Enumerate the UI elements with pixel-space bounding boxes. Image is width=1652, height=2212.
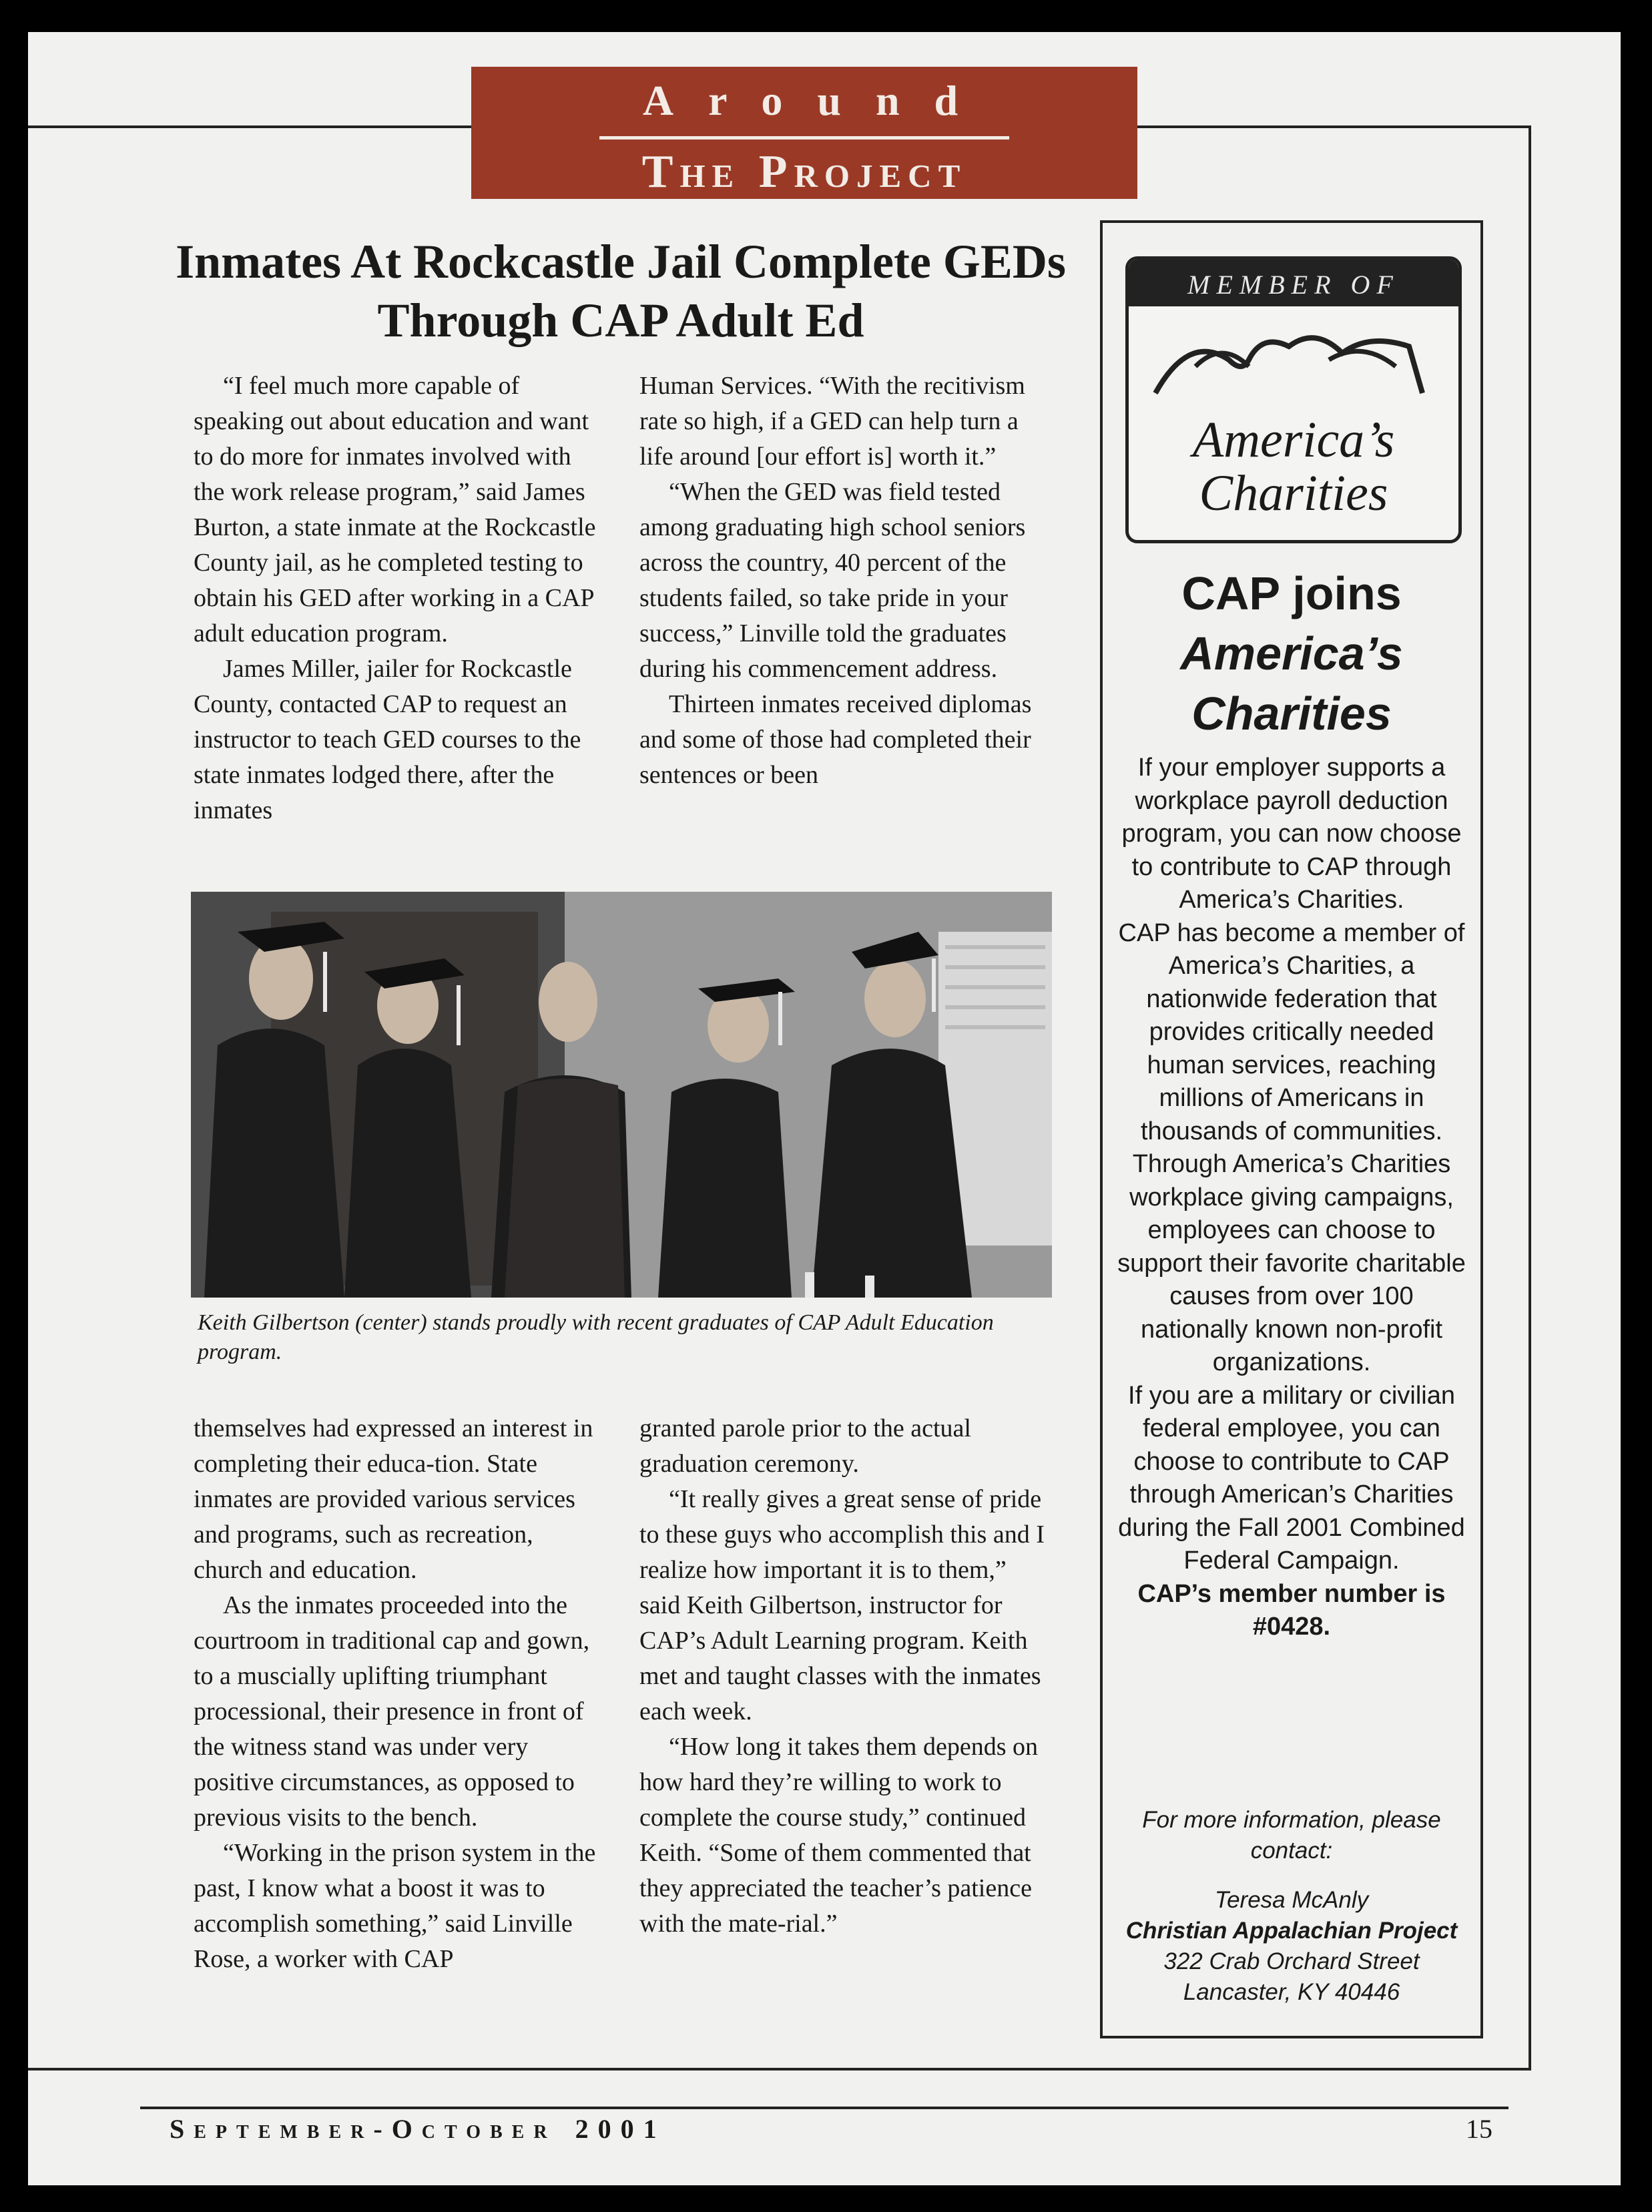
photo-caption: Keith Gilbertson (center) stands proudly with recent graduates of CAP Adult Education program. (198, 1310, 994, 1364)
contact-intro: For more information, please contact: (1142, 1807, 1441, 1864)
americas-charities-sidebar (1100, 220, 1483, 2038)
banner-rule (599, 136, 1009, 140)
paragraph: As the inmates proceeded into the courtroom in traditional cap and gown, to a muscially uplifting triumphant processional, their presence in front of the witness stand was under very positive circumstances, as opposed to previous visits to the bench. (194, 1591, 590, 1832)
sidebar-title-line-1: CAP joins (1181, 567, 1402, 619)
sidebar-contact (1115, 1805, 1468, 2008)
contact-address-1: 322 Crab Orchard Street (1163, 1948, 1420, 1974)
banner-line-2: The Project (641, 146, 967, 198)
paragraph: Thirteen inmates received diplomas and some of those had completed their sentences or been (639, 690, 1032, 789)
sidebar-paragraph: If you are a military or civilian federal employee, you can choose to contribute to CAP through American’s Charities during the Fall 2001 Combined Federal Campaign. (1118, 1381, 1465, 1575)
paragraph: “When the GED was field tested among graduating high school seniors across the country, 40 percent of the students failed, so take pride in your success,” Linville told the graduates during his commencement address. (639, 478, 1026, 683)
paragraph: “How long it takes them depends on how hard they’re willing to work to complete the course study,” continued Keith. “Some of them commented that they appreciated the teacher’s patience with the mate-rial.” (639, 1733, 1039, 1938)
sidebar-title-line-3: Charities (1191, 687, 1392, 740)
paragraph: “It really gives a great sense of pride to these guys who accomplish this and I realize how important it is to them,” said Keith Gilbertson, instructor for CAP’s Adult Learning program. Keith met and taught classes with the inmates each week. (639, 1485, 1045, 1725)
paragraph: Human Services. “With the recitivism rate so high, if a GED can help turn a life around [our effort is] worth it.” (639, 372, 1025, 471)
sidebar-body (1115, 752, 1468, 1644)
sidebar-paragraph: CAP has become a member of America’s Charities, a nationwide federation that provides critically needed human services, reaching millions of Americans in thousands of communities. Through America’s Charities workplace giving campaigns, employees can choose to support their favorite charitable causes from over 100 nationally known non-profit organizations. (1117, 918, 1466, 1376)
article-headline: Inmates At Rockcastle Jail Complete GEDs Through CAP Adult Ed (176, 235, 1066, 347)
paragraph: “I feel much more capable of speaking out about education and want to do more for inmates involved with the work release program,” said James Burton, a state inmate at the Rockcastle County jail, as he completed testing to obtain his GED after working in a CAP adult education program. (194, 372, 596, 647)
contact-org: Christian Appalachian Project (1125, 1918, 1458, 1944)
paragraph: “Working in the prison system in the past, I know what a boost it was to accomplish something,” said Linville Rose, a worker with CAP (194, 1839, 596, 1973)
page-number: 15 (1466, 2114, 1492, 2144)
logo-text-line-1: America’s (1192, 412, 1395, 468)
banner-line-1: Around (642, 77, 993, 124)
right-frame-rule (1529, 125, 1531, 2069)
article-column-2-bottom (639, 1411, 1053, 1942)
paragraph: themselves had expressed an interest in completing their educa-tion. State inmates are provided various services and programs, such as recreation, church and education. (194, 1414, 593, 1584)
logo-header: MEMBER OF (1129, 260, 1458, 306)
sidebar-paragraph: If your employer supports a workplace payroll deduction program, you can now choose to contribute to CAP through America’s Charities. (1121, 754, 1462, 914)
article-column-1-top (194, 368, 607, 828)
footer-issue-year: 2001 (575, 2114, 666, 2144)
footer-rule (140, 2107, 1508, 2109)
footer-issue (170, 2113, 666, 2145)
footer-issue-month: September-October (170, 2114, 557, 2144)
graduates-photo (191, 892, 1052, 1298)
graduates-photo-image (191, 892, 1052, 1298)
sidebar-title (1103, 563, 1480, 744)
contact-name: Teresa McAnly (1214, 1887, 1369, 1913)
top-rule-left (28, 125, 471, 128)
section-banner (471, 67, 1137, 199)
top-rule-right (1137, 125, 1531, 128)
logo-text-line-2: Charities (1199, 465, 1388, 521)
article-column-2-top (639, 368, 1047, 793)
paragraph: granted parole prior to the actual graduation ceremony. (639, 1414, 971, 1478)
americas-charities-logo (1125, 256, 1462, 543)
paragraph: James Miller, jailer for Rockcastle County, contacted CAP to request an instructor to teach GED courses to the state inmates lodged there, after the inmates (194, 655, 581, 824)
sidebar-title-line-2: America’s (1180, 627, 1403, 679)
member-number: CAP’s member number is #0428. (1137, 1579, 1446, 1641)
eagle-icon (1129, 320, 1458, 400)
bottom-frame-rule (28, 2068, 1531, 2070)
article-column-1-bottom (194, 1411, 607, 1977)
contact-address-2: Lancaster, KY 40446 (1183, 1979, 1400, 2005)
